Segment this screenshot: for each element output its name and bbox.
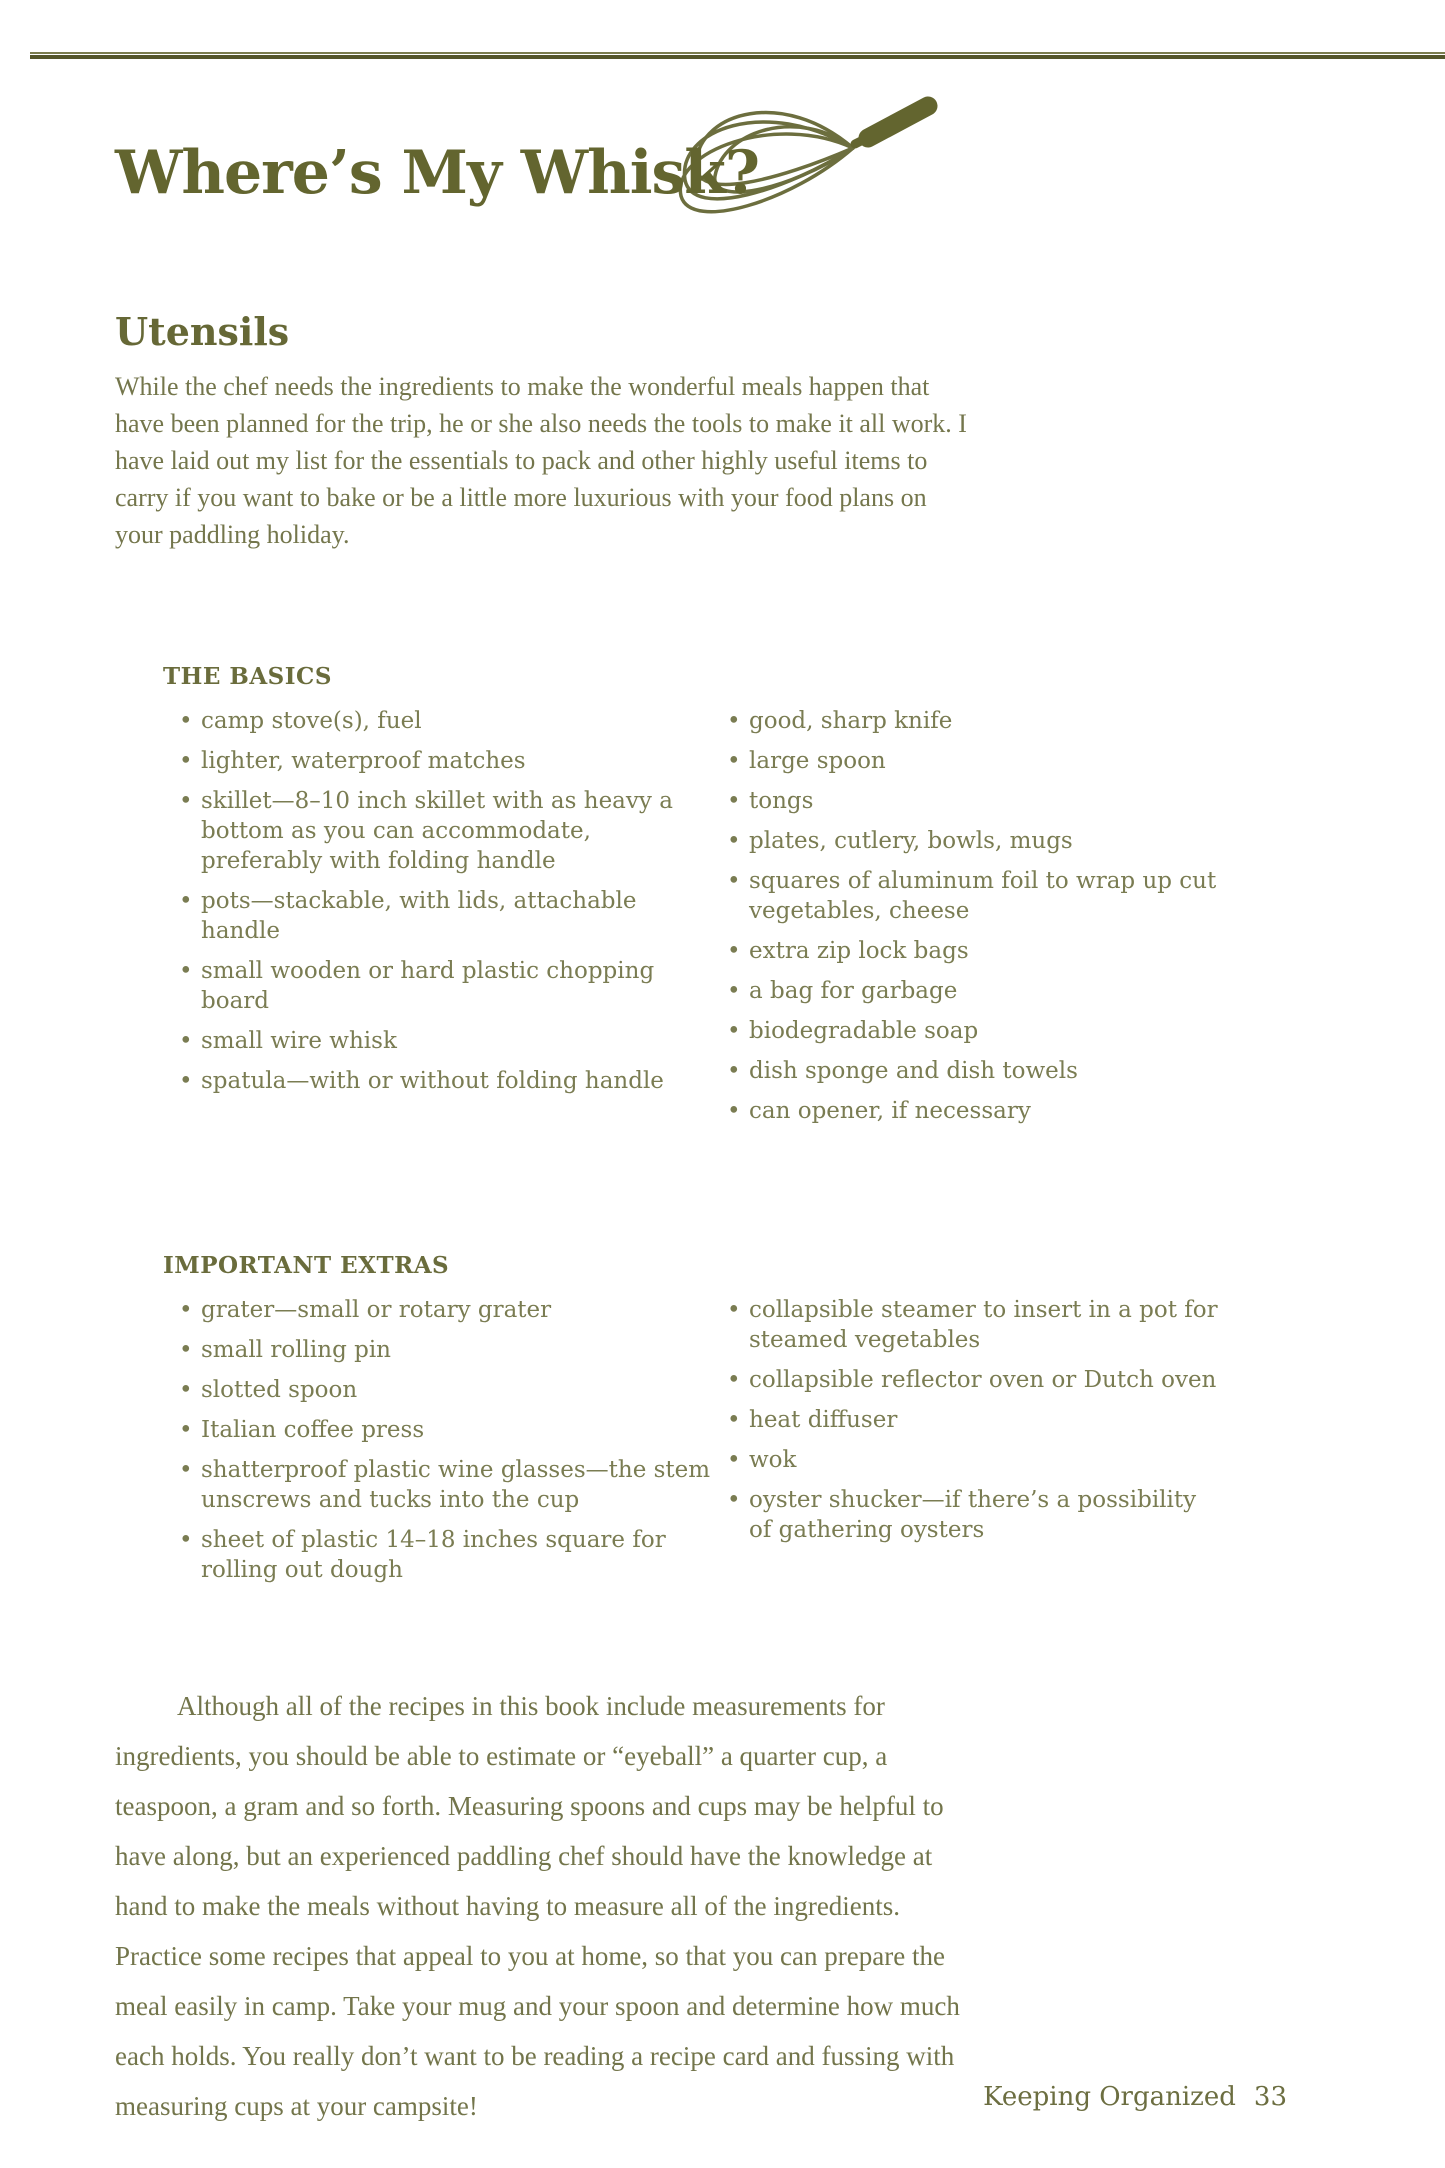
list-item <box>711 1405 1223 1435</box>
list-item <box>163 956 711 1016</box>
list-item <box>711 706 1223 736</box>
list-item <box>163 886 711 946</box>
footer-section-title: Keeping Organized <box>983 2082 1236 2112</box>
list-item <box>711 936 1223 966</box>
extras-left-list <box>163 1295 711 1585</box>
list-item-text: pots—stackable, with lids, attachable handle <box>201 888 637 944</box>
list-item <box>163 1415 711 1445</box>
list-item <box>711 746 1223 776</box>
basics-right-list <box>711 706 1223 1126</box>
list-item-text: lighter, waterproof matches <box>201 748 526 774</box>
list-item <box>711 1445 1223 1475</box>
list-item-text: spatula—with or without folding handle <box>201 1068 664 1094</box>
list-item-text: biodegradable soap <box>749 1018 979 1044</box>
list-item <box>163 706 711 736</box>
list-item-text: small wooden or hard plastic chopping board <box>201 958 655 1014</box>
section-label-extras: IMPORTANT EXTRAS <box>163 1252 450 1279</box>
list-item-text: dish sponge and dish towels <box>749 1058 1078 1084</box>
list-item <box>711 1485 1223 1545</box>
list-item-text: extra zip lock bags <box>749 938 969 964</box>
list-item-text: heat diffuser <box>749 1407 898 1433</box>
list-item <box>163 1335 711 1365</box>
basics-left-list <box>163 706 711 1096</box>
section-label-basics: THE BASICS <box>163 663 332 690</box>
list-item <box>711 1096 1223 1126</box>
list-item-text: squares of aluminum foil to wrap up cut vegetables, cheese <box>749 868 1217 924</box>
extras-right-column <box>711 1295 1223 1555</box>
list-item <box>163 1066 711 1096</box>
list-item-text: wok <box>749 1447 797 1473</box>
closing-paragraph: Although all of the recipes in this book include measurements for ingredients, you should be able to estimate or “eyeball” a quarter cup, a teaspoon, a gram and so forth. Measuring spoons and cups may be helpful to have along, but an experienced paddling chef should have the knowledge at hand to make the meals without having to measure all of the ingredients. Practice some recipes that appeal to you at home, so that you can prepare the meal easily in camp. Take your mug and your spoon and determine how much each holds. You really don’t want to be reading a recipe card and fussing with measuring cups at your campsite! <box>115 1691 960 2121</box>
basics-left-column <box>163 706 711 1106</box>
list-item <box>711 1365 1223 1395</box>
list-item-text: grater—small or rotary grater <box>201 1297 552 1323</box>
list-item-text: skillet—8–10 inch skillet with as heavy a bottom as you can accommodate, preferably with folding handle <box>201 788 673 874</box>
list-item-text: camp stove(s), fuel <box>201 708 422 734</box>
list-item-text: sheet of plastic 14–18 inches square for rolling out dough <box>201 1527 666 1583</box>
list-item <box>163 1026 711 1056</box>
list-item <box>163 786 711 876</box>
list-item-text: large spoon <box>749 748 886 774</box>
footer-page-number: 33 <box>1253 2082 1287 2112</box>
list-item-text: a bag for garbage <box>749 978 958 1004</box>
extras-right-list <box>711 1295 1223 1545</box>
list-item-text: tongs <box>749 788 814 814</box>
extras-left-column <box>163 1295 711 1595</box>
list-item-text: collapsible reflector oven or Dutch oven <box>749 1367 1217 1393</box>
list-item <box>163 1455 711 1515</box>
list-item <box>163 1295 711 1325</box>
list-item-text: collapsible steamer to insert in a pot for steamed vegetables <box>749 1297 1218 1353</box>
list-item-text: slotted spoon <box>201 1377 358 1403</box>
list-item <box>711 1056 1223 1086</box>
list-item <box>163 1525 711 1585</box>
extras-columns <box>163 1295 1265 1595</box>
section-important-extras <box>115 1252 1265 1595</box>
section-heading-utensils: Utensils <box>115 309 290 354</box>
list-item <box>711 786 1223 816</box>
list-item-text: good, sharp knife <box>749 708 953 734</box>
list-item-text: plates, cutlery, bowls, mugs <box>749 828 1073 854</box>
utensils-intro-paragraph: While the chef needs the ingredients to make the wonderful meals happen that have been planned for the trip, he or she also needs the tools to make it all work. I have laid out my list for the essentials to pack and other highly useful items to carry if you want to bake or be a little more luxurious with your food plans on your paddling holiday. <box>115 372 967 549</box>
list-item <box>163 1375 711 1405</box>
list-item-text: small wire whisk <box>201 1028 397 1054</box>
page-title: Where’s My Whisk? <box>115 138 759 208</box>
list-item-text: Italian coffee press <box>201 1417 425 1443</box>
list-item-text: oyster shucker—if there’s a possibility of gathering oysters <box>749 1487 1197 1543</box>
list-item <box>163 746 711 776</box>
list-item-text: small rolling pin <box>201 1337 391 1363</box>
page-footer <box>983 2082 1287 2112</box>
list-item-text: shatterproof plastic wine glasses—the stem unscrews and tucks into the cup <box>201 1457 711 1513</box>
basics-right-column <box>711 706 1223 1136</box>
list-item <box>711 1295 1223 1355</box>
list-item-text: can opener, if necessary <box>749 1098 1031 1124</box>
list-item <box>711 1016 1223 1046</box>
list-item <box>711 976 1223 1006</box>
list-item <box>711 826 1223 856</box>
list-item <box>711 866 1223 926</box>
section-the-basics <box>115 663 1265 1136</box>
basics-columns <box>163 706 1265 1136</box>
